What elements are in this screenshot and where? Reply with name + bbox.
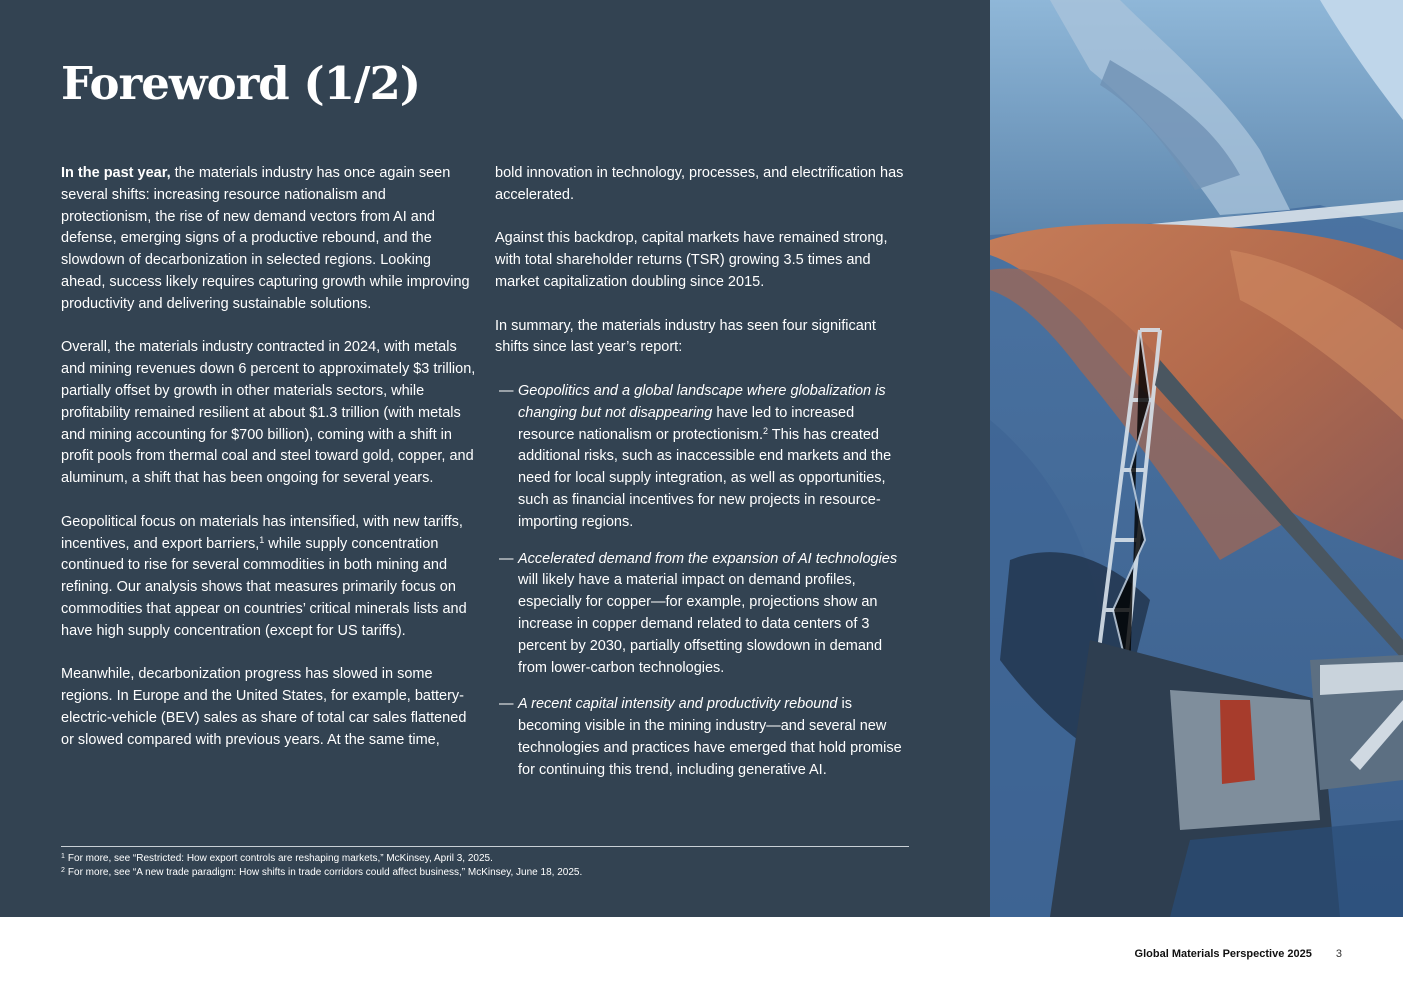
page-footer bbox=[1135, 946, 1342, 962]
footnote-ref-1[interactable]: 1 bbox=[259, 534, 265, 545]
paragraph-summary: In summary, the materials industry has seen four significant shifts since last year’s report: bbox=[495, 317, 876, 356]
bullet-text: have led to increased resource nationalism or protectionism. bbox=[518, 404, 855, 443]
footnotes bbox=[61, 852, 961, 879]
dash-bullet: — bbox=[499, 550, 514, 567]
list-item bbox=[495, 381, 913, 534]
footnote-number: 2 bbox=[61, 866, 65, 874]
list-item bbox=[495, 549, 913, 680]
bullet-emphasis: Geopolitics and a global landscape where globalization is changing but not disappearing bbox=[518, 382, 886, 421]
text-column-right bbox=[495, 163, 913, 797]
publication-title: Global Materials Perspective 2025 bbox=[1134, 948, 1312, 960]
footnote-text: For more, see “A new trade paradigm: How shifts in trade corridors could affect business,” McKinsey, June 18, 2025. bbox=[67, 866, 583, 878]
paragraph-geopolitics bbox=[61, 512, 479, 643]
footnote-divider bbox=[61, 846, 909, 847]
paragraph-lead: In the past year, bbox=[61, 165, 171, 181]
bullet-text: will likely have a material impact on demand profiles, especially for copper—for example, projections show an increase in copper demand related to data centers of 3 percent by 2030, partially offsetting slowdown in demand from lower-carbon technologies. bbox=[518, 572, 883, 676]
paragraph-text: while supply concentration continued to rise for several commodities in both mining and refining. Our analysis shows that measures primarily focus on commodities that appear on countries’ critical minerals lists and have high supply concentration (except for US tariffs). bbox=[61, 535, 467, 639]
bullet-emphasis: A recent capital intensity and productivity rebound bbox=[518, 696, 838, 713]
paragraph-intro bbox=[61, 163, 479, 316]
bullet-text: This has created additional risks, such as inaccessible end markets and the need for local supply integration, as well as opportunities, such as financial incentives for new projects in resource-importing regions. bbox=[518, 426, 892, 530]
footnote-number: 1 bbox=[61, 853, 65, 860]
mining-excavator-photo bbox=[990, 0, 1403, 917]
paragraph-revenues: Overall, the materials industry contracted in 2024, with metals and mining revenues down 6 percent to approximately $3 trillion, partially offset by growth in other materials sectors, while profitability remained resilient at about $1.3 trillion (with metals and mining accounting for $700 billion), coming with a shift in profit pools from thermal coal and steel toward gold, copper, and aluminum, a shift that has been ongoing for several years. bbox=[61, 339, 476, 487]
footnote-2 bbox=[61, 866, 961, 880]
footnote-1 bbox=[61, 852, 961, 866]
list-item bbox=[495, 694, 913, 781]
bullet-text: is becoming visible in the mining industry—and several new technologies and practices have emerged that hold promise for continuing this trend, including generative AI. bbox=[518, 696, 902, 778]
text-column-left bbox=[61, 163, 479, 773]
paragraph-innovation: bold innovation in technology, processes, and electrification has accelerated. bbox=[495, 165, 904, 203]
footnote-ref-2[interactable]: 2 bbox=[763, 425, 769, 436]
shifts-list bbox=[495, 381, 913, 782]
paragraph-decarbonization: Meanwhile, decarbonization progress has slowed in some regions. In Europe and the United States, for example, battery-electric-vehicle (BEV) sales as share of total car sales flattened or slowed compared with previous years. At the same time, bbox=[61, 666, 467, 748]
dash-bullet: — bbox=[499, 696, 514, 713]
page-number: 3 bbox=[1335, 948, 1342, 960]
paragraph-capital-markets: Against this backdrop, capital markets have remained strong, with total shareholder returns (TSR) growing 3.5 times and market capitalization doubling since 2015. bbox=[495, 230, 888, 290]
bullet-emphasis: Accelerated demand from the expansion of AI technologies bbox=[518, 550, 898, 567]
page-title: Foreword (1/2) bbox=[61, 57, 421, 110]
paragraph-text: the materials industry has once again seen several shifts: increasing resource nationalism and protectionism, the rise of new demand vectors from AI and defense, emerging signs of a productive rebound, and the slowdown of decarbonization in selected regions. Looking ahead, success likely requires capturing growth while improving productivity and delivering sustainable solutions. bbox=[61, 165, 470, 312]
mining-photo-illustration bbox=[990, 0, 1403, 917]
footnote-text: For more, see “Restricted: How export controls are reshaping markets,” McKinsey, April 3, 2025. bbox=[67, 853, 493, 864]
dash-bullet: — bbox=[499, 382, 514, 399]
paragraph-text: Geopolitical focus on materials has intensified, with new tariffs, incentives, and export barriers, bbox=[61, 513, 463, 552]
